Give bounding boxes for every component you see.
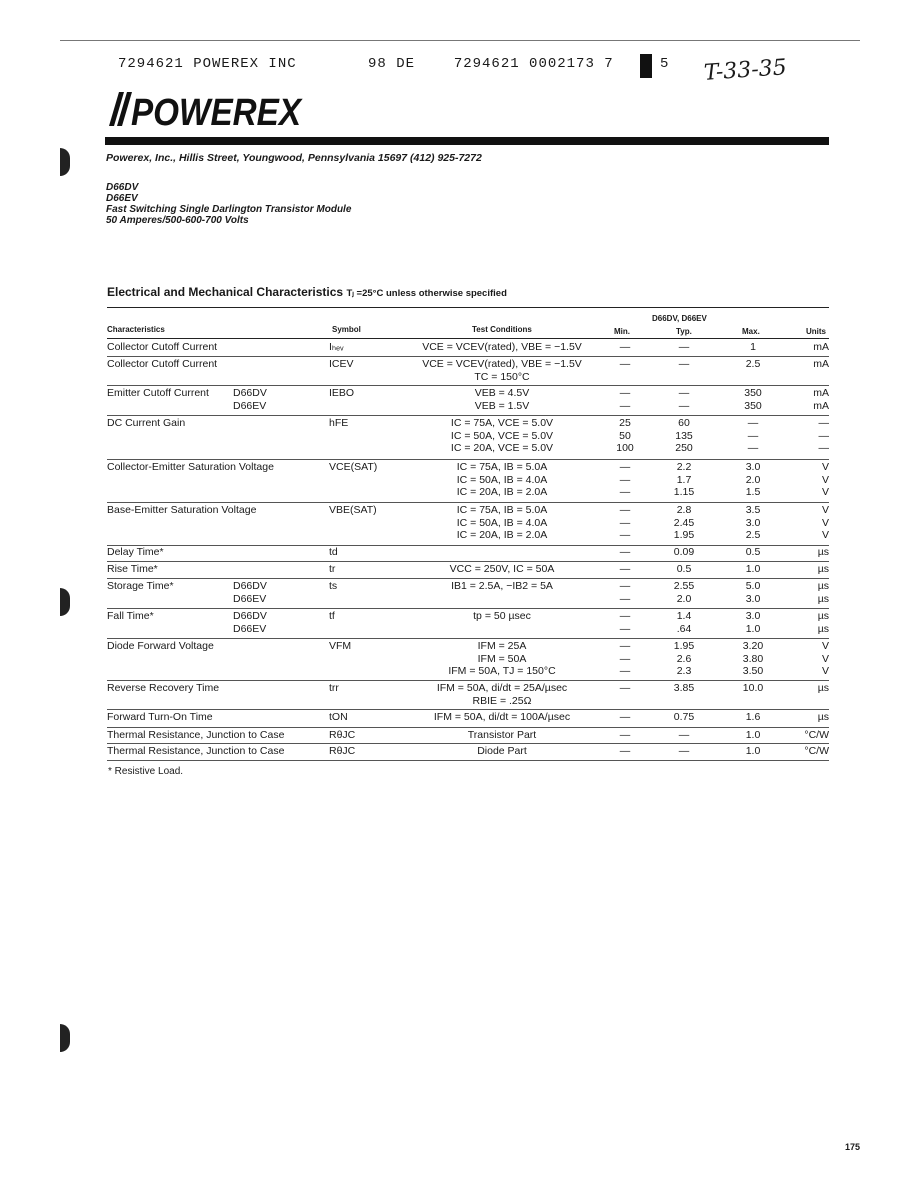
unit: V: [821, 504, 829, 516]
characteristic-name: Collector Cutoff Current: [107, 358, 218, 370]
max-value: 1.0: [745, 563, 761, 575]
max-value: 1.0: [745, 745, 761, 757]
symbol: ts: [329, 580, 338, 592]
typ-value: 1.95: [673, 529, 695, 541]
typ-value: —: [678, 341, 690, 353]
unit: °C/W: [804, 745, 829, 757]
product-block: [106, 182, 351, 226]
characteristic-name: Base-Emitter Saturation Voltage: [107, 504, 257, 516]
typ-value: —: [678, 729, 690, 741]
unit: mA: [813, 399, 829, 412]
col-max: Max.: [742, 327, 760, 336]
min-value: —: [619, 358, 631, 370]
typ-value: 60: [678, 417, 690, 429]
min-value: —: [619, 640, 631, 652]
min-value: —: [619, 580, 631, 592]
typ-value: —: [678, 399, 690, 412]
test-condition: IFM = 25A: [477, 640, 527, 652]
row-separator: [107, 415, 829, 416]
min-value: —: [619, 516, 631, 529]
characteristic-name: Rise Time*: [107, 563, 158, 575]
test-condition: IC = 75A, IB = 5.0A: [456, 461, 548, 473]
max-value: 3.5: [745, 504, 761, 516]
test-condition: VEB = 4.5V: [474, 387, 530, 399]
characteristic-variant: D66DV: [233, 610, 267, 622]
unit: mA: [813, 341, 829, 353]
test-condition: IB1 = 2.5A, −IB2 = 5A: [451, 580, 553, 592]
characteristic-variant: D66EV: [233, 622, 267, 635]
min-value: —: [619, 610, 631, 622]
max-value: 3.0: [745, 516, 761, 529]
header-company-code: 7294621 POWEREX INC: [118, 56, 297, 72]
min-value: —: [619, 745, 631, 757]
max-value: 1.6: [745, 711, 761, 723]
test-condition: Diode Part: [477, 745, 527, 757]
row-separator: [107, 502, 829, 503]
unit: °C/W: [804, 729, 829, 741]
row-separator: [107, 385, 829, 386]
test-condition: IC = 75A, VCE = 5.0V: [450, 417, 554, 429]
min-value: —: [619, 729, 631, 741]
min-value: —: [619, 387, 631, 399]
unit: V: [821, 652, 829, 665]
unit: µs: [817, 610, 829, 622]
row-separator: [107, 727, 829, 728]
symbol: tf: [329, 610, 335, 622]
test-condition: IFM = 50A, di/dt = 25A/µsec: [436, 682, 568, 694]
header-stamp-prefix: 98 DE: [368, 56, 416, 72]
unit: V: [821, 473, 829, 486]
typ-value: —: [678, 387, 690, 399]
table-title-text: Electrical and Mechanical Characteristics: [107, 285, 344, 299]
max-value: 2.0: [745, 473, 761, 486]
row-separator: [107, 743, 829, 744]
header-stamp-bar: [640, 54, 652, 78]
test-condition: IC = 50A, IB = 4.0A: [456, 516, 548, 529]
max-value: 2.5: [745, 358, 761, 370]
max-value: 1: [750, 341, 756, 353]
unit: —: [818, 429, 829, 442]
characteristic-name: Collector Cutoff Current: [107, 341, 218, 353]
unit: —: [818, 417, 829, 429]
max-value: 1.0: [745, 729, 761, 741]
typ-value: —: [678, 745, 690, 757]
min-value: —: [619, 622, 631, 635]
min-value: —: [619, 473, 631, 486]
unit: µs: [817, 563, 829, 575]
characteristic-variant: D66DV: [233, 580, 267, 592]
symbol: ICEV: [329, 358, 354, 370]
test-condition: IC = 50A, VCE = 5.0V: [450, 429, 554, 442]
test-condition: VCE = VCEV(rated), VBE = −1.5V: [422, 358, 582, 370]
symbol: RθJC: [329, 729, 356, 741]
typ-value: 2.45: [673, 516, 695, 529]
product-rating: 50 Amperes/500-600-700 Volts: [106, 215, 249, 226]
unit: V: [821, 640, 829, 652]
min-value: —: [619, 592, 631, 605]
symbol: hFE: [329, 417, 349, 429]
max-value: 10.0: [742, 682, 764, 694]
table-title-conditions: Tⱼ =25°C unless otherwise specified: [346, 288, 507, 299]
symbol: VFM: [329, 640, 352, 652]
unit: µs: [817, 580, 829, 592]
company-address: Powerex, Inc., Hillis Street, Youngwood, Pennsylvania 15697 (412) 925-7272: [106, 152, 482, 164]
max-value: 5.0: [745, 580, 761, 592]
header-stamp: [368, 56, 614, 72]
max-value: 350: [744, 399, 762, 412]
table-header-rule: [107, 338, 829, 339]
symbol: IEBO: [329, 387, 355, 399]
characteristic-name: DC Current Gain: [107, 417, 186, 429]
unit: mA: [813, 358, 829, 370]
row-separator: [107, 561, 829, 562]
typ-value: 1.7: [676, 473, 692, 486]
col-min: Min.: [614, 327, 630, 336]
max-value: 3.80: [742, 652, 764, 665]
unit: µs: [817, 622, 829, 635]
min-value: —: [619, 399, 631, 412]
max-value: 3.50: [742, 665, 764, 677]
characteristic-variant: D66DV: [233, 387, 267, 399]
row-separator: [107, 760, 829, 761]
min-value: —: [619, 546, 631, 558]
characteristic-name: Diode Forward Voltage: [107, 640, 214, 652]
min-value: 25: [619, 417, 631, 429]
unit: µs: [817, 546, 829, 558]
page-number: 175: [845, 1142, 861, 1152]
col-typ: Typ.: [676, 327, 692, 336]
characteristic-variant: D66EV: [233, 399, 267, 412]
table-title: [107, 285, 507, 299]
characteristic-name: Collector-Emitter Saturation Voltage: [107, 461, 274, 473]
unit: V: [821, 461, 829, 473]
symbol: Iₕₑᵥ: [329, 341, 344, 353]
test-condition: TC = 150°C: [474, 370, 530, 383]
col-units: Units: [806, 327, 826, 336]
row-separator: [107, 680, 829, 681]
characteristic-name: Forward Turn-On Time: [107, 711, 213, 723]
min-value: —: [619, 504, 631, 516]
col-symbol: Symbol: [332, 325, 361, 334]
handwritten-code: T-33-35: [703, 55, 788, 86]
test-condition: IC = 20A, VCE = 5.0V: [450, 442, 554, 454]
typ-value: 3.85: [673, 682, 695, 694]
row-separator: [107, 545, 829, 546]
top-rule: [60, 40, 860, 41]
row-separator: [107, 578, 829, 579]
characteristic-variant: D66EV: [233, 592, 267, 605]
min-value: —: [619, 711, 631, 723]
symbol: tON: [329, 711, 348, 723]
table-top-rule: [107, 307, 829, 308]
unit: V: [821, 486, 829, 498]
unit: µs: [817, 711, 829, 723]
logo-rule: [105, 137, 829, 145]
symbol: RθJC: [329, 745, 356, 757]
max-value: —: [747, 429, 759, 442]
typ-value: 1.15: [673, 486, 695, 498]
product-model-1: D66DV: [106, 182, 139, 193]
symbol: td: [329, 546, 338, 558]
col-characteristics: Characteristics: [107, 325, 165, 334]
min-value: —: [619, 486, 631, 498]
characteristic-name: Thermal Resistance, Junction to Case: [107, 745, 285, 757]
row-separator: [107, 459, 829, 460]
min-value: —: [619, 652, 631, 665]
max-value: 350: [744, 387, 762, 399]
max-value: —: [747, 442, 759, 454]
max-value: 3.0: [745, 461, 761, 473]
punch-hole: [60, 588, 70, 616]
test-condition: IC = 75A, IB = 5.0A: [456, 504, 548, 516]
logo-graphic: [105, 88, 305, 134]
typ-value: —: [678, 358, 690, 370]
test-condition: IC = 20A, IB = 2.0A: [456, 529, 548, 541]
unit: V: [821, 529, 829, 541]
characteristic-name: Storage Time*: [107, 580, 174, 592]
test-condition: tp = 50 µsec: [473, 610, 531, 622]
test-condition: IFM = 50A: [477, 652, 527, 665]
typ-value: 135: [675, 429, 693, 442]
min-value: —: [619, 529, 631, 541]
typ-value: 0.09: [673, 546, 695, 558]
min-value: 50: [619, 429, 631, 442]
symbol: tr: [329, 563, 336, 575]
characteristic-name: Emitter Cutoff Current: [107, 387, 209, 399]
typ-value: .64: [676, 622, 692, 635]
footnote: * Resistive Load.: [108, 766, 184, 777]
typ-value: 2.0: [676, 592, 692, 605]
logo-text: POWEREX: [131, 92, 304, 134]
min-value: —: [619, 461, 631, 473]
max-value: 3.0: [745, 592, 761, 605]
test-condition: IC = 20A, IB = 2.0A: [456, 486, 548, 498]
typ-value: 1.4: [676, 610, 692, 622]
unit: V: [821, 516, 829, 529]
unit: µs: [817, 592, 829, 605]
row-separator: [107, 356, 829, 357]
max-value: 1.0: [745, 622, 761, 635]
max-value: 3.20: [742, 640, 764, 652]
row-separator: [107, 608, 829, 609]
unit: mA: [813, 387, 829, 399]
product-model-2: D66EV: [106, 193, 138, 204]
typ-value: 2.2: [676, 461, 692, 473]
header-stamp-tail: 5: [660, 56, 669, 72]
typ-value: 2.55: [673, 580, 695, 592]
powerex-logo: [105, 88, 305, 135]
symbol: VCE(SAT): [329, 461, 378, 473]
min-value: —: [619, 682, 631, 694]
unit: V: [821, 665, 829, 677]
row-separator: [107, 638, 829, 639]
characteristic-name: Delay Time*: [107, 546, 164, 558]
test-condition: IC = 50A, IB = 4.0A: [456, 473, 548, 486]
max-value: 3.0: [745, 610, 761, 622]
typ-value: 250: [675, 442, 693, 454]
typ-value: 0.5: [676, 563, 692, 575]
punch-hole: [60, 1024, 70, 1052]
unit: µs: [817, 682, 829, 694]
test-condition: VCC = 250V, IC = 50A: [449, 563, 555, 575]
min-value: 100: [616, 442, 634, 454]
row-separator: [107, 709, 829, 710]
punch-hole: [60, 148, 70, 176]
typ-value: 0.75: [673, 711, 695, 723]
max-value: 1.5: [745, 486, 761, 498]
max-value: 2.5: [745, 529, 761, 541]
test-condition: RBIE = .25Ω: [472, 694, 532, 707]
characteristic-name: Reverse Recovery Time: [107, 682, 220, 694]
characteristic-name: Fall Time*: [107, 610, 154, 622]
characteristic-name: Thermal Resistance, Junction to Case: [107, 729, 285, 741]
typ-value: 2.3: [676, 665, 692, 677]
symbol: VBE(SAT): [329, 504, 377, 516]
min-value: —: [619, 341, 631, 353]
test-condition: IFM = 50A, TJ = 150°C: [448, 665, 556, 677]
test-condition: Transistor Part: [467, 729, 537, 741]
product-description: Fast Switching Single Darlington Transistor Module: [106, 204, 352, 215]
symbol: trr: [329, 682, 339, 694]
test-condition: VCE = VCEV(rated), VBE = −1.5V: [422, 341, 582, 353]
min-value: —: [619, 563, 631, 575]
test-condition: VEB = 1.5V: [474, 399, 530, 412]
typ-value: 1.95: [673, 640, 695, 652]
typ-value: 2.8: [676, 504, 692, 516]
col-group: D66DV, D66EV: [652, 314, 707, 323]
unit: —: [818, 442, 829, 454]
header-stamp-code: 7294621 0002173 7: [453, 56, 614, 72]
max-value: —: [747, 417, 759, 429]
typ-value: 2.6: [676, 652, 692, 665]
col-test-conditions: Test Conditions: [472, 325, 532, 334]
max-value: 0.5: [745, 546, 761, 558]
min-value: —: [619, 665, 631, 677]
test-condition: IFM = 50A, di/dt = 100A/µsec: [433, 711, 571, 723]
